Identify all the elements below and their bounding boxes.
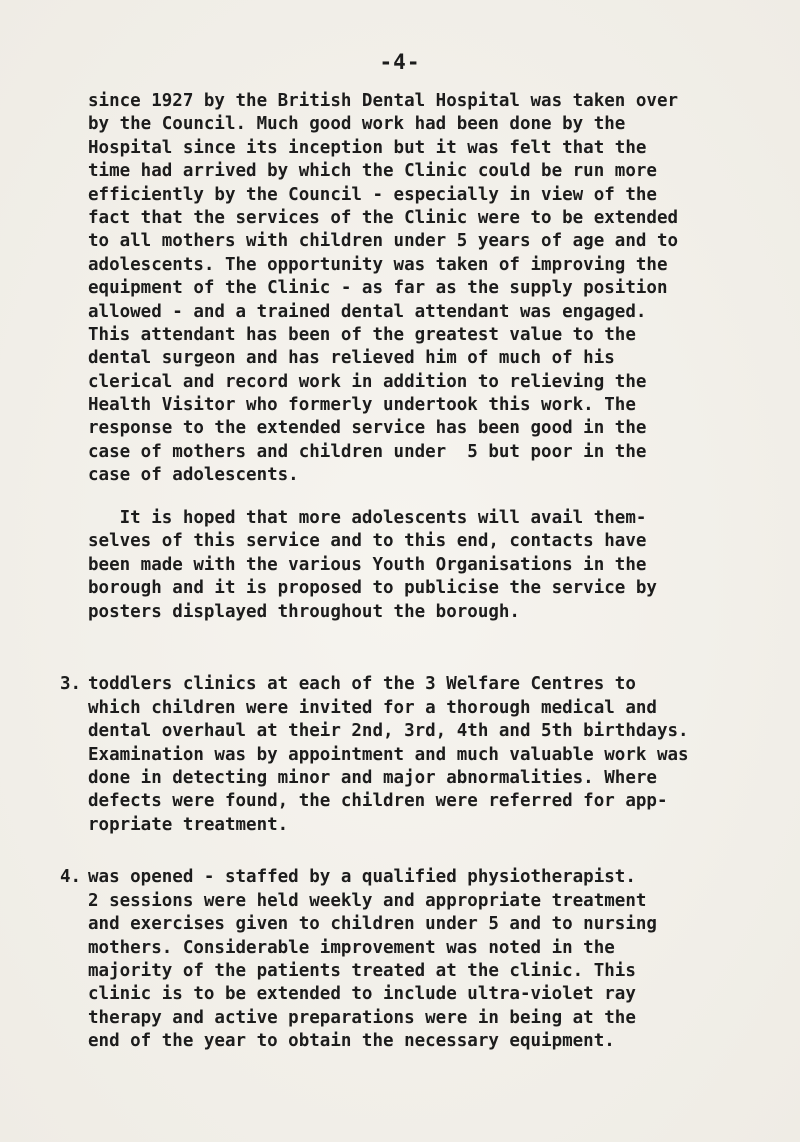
text-line: by the Council. Much good work had been done by the [88, 114, 626, 135]
text-line: clinic is to be extended to include ultra-violet ray [88, 984, 636, 1005]
text-line: adolescents. The opportunity was taken of improving the [88, 254, 668, 275]
text-line: clerical and record work in addition to relieving the [88, 371, 647, 392]
text-line: Hospital since its inception but it was felt that the [88, 137, 647, 158]
text-line: This attendant has been of the greatest value to the [88, 324, 636, 345]
paragraph-adolescents [88, 507, 768, 624]
text-line: equipment of the Clinic - as far as the supply position [88, 278, 668, 299]
text-line: case of adolescents. [88, 465, 299, 486]
text-line: dental overhaul at their 2nd, 3rd, 4th and 5th birthdays. [88, 721, 689, 742]
text-line: was opened - staffed by a qualified physiotherapist. [88, 867, 636, 888]
text-line: allowed - and a trained dental attendant was engaged. [88, 301, 647, 322]
text-line: toddlers clinics at each of the 3 Welfare Centres to [88, 674, 636, 695]
section-physiotherapy-clinic [60, 843, 768, 1054]
text-line: and exercises given to children under 5 and to nursing [88, 914, 657, 935]
text-line: since 1927 by the British Dental Hospital was taken over [88, 91, 679, 111]
text-line: end of the year to obtain the necessary equipment. [88, 1031, 615, 1052]
text-line: majority of the patients treated at the clinic. This [88, 960, 636, 981]
text-line: which children were invited for a thorough medical and [88, 697, 657, 718]
text-line: therapy and active preparations were in being at the [88, 1007, 636, 1028]
section-toddlers-clinic [60, 650, 768, 837]
section-first-line: 3. [60, 674, 82, 695]
text-line: borough and it is proposed to publicise the service by [88, 578, 657, 599]
text-line: done in detecting minor and major abnormalities. Where [88, 767, 657, 788]
text-line: Examination was by appointment and much valuable work was [88, 744, 689, 765]
text-line: efficiently by the Council - especially in view of the [88, 184, 657, 205]
paragraph-dental-clinic [88, 90, 768, 488]
text-line: case of mothers and children under 5 but poor in the [88, 441, 647, 462]
page-number: -4- [379, 50, 421, 74]
text-line: dental surgeon and has relieved him of much of his [88, 348, 615, 369]
text-line: been made with the various Youth Organisations in the [88, 554, 647, 575]
text-line: defects were found, the children were referred for app- [88, 791, 668, 812]
section-first-line: 4. [60, 867, 82, 888]
text-line: mothers. Considerable improvement was noted in the [88, 937, 615, 958]
text-line: fact that the services of the Clinic were to be extended [88, 207, 679, 228]
text-line: time had arrived by which the Clinic could be run more [88, 161, 657, 182]
text-line: selves of this service and to this end, contacts have [88, 531, 647, 552]
text-line: 2 sessions were held weekly and appropriate treatment [88, 890, 647, 911]
text-line: It is hoped that more adolescents will avail them- [88, 508, 647, 528]
text-line: Health Visitor who formerly undertook this work. The [88, 395, 636, 416]
text-line: response to the extended service has been good in the [88, 418, 647, 439]
text-line: to all mothers with children under 5 years of age and to [88, 231, 679, 252]
text-line: ropriate treatment. [88, 814, 289, 835]
text-line: posters displayed throughout the borough. [88, 601, 520, 622]
